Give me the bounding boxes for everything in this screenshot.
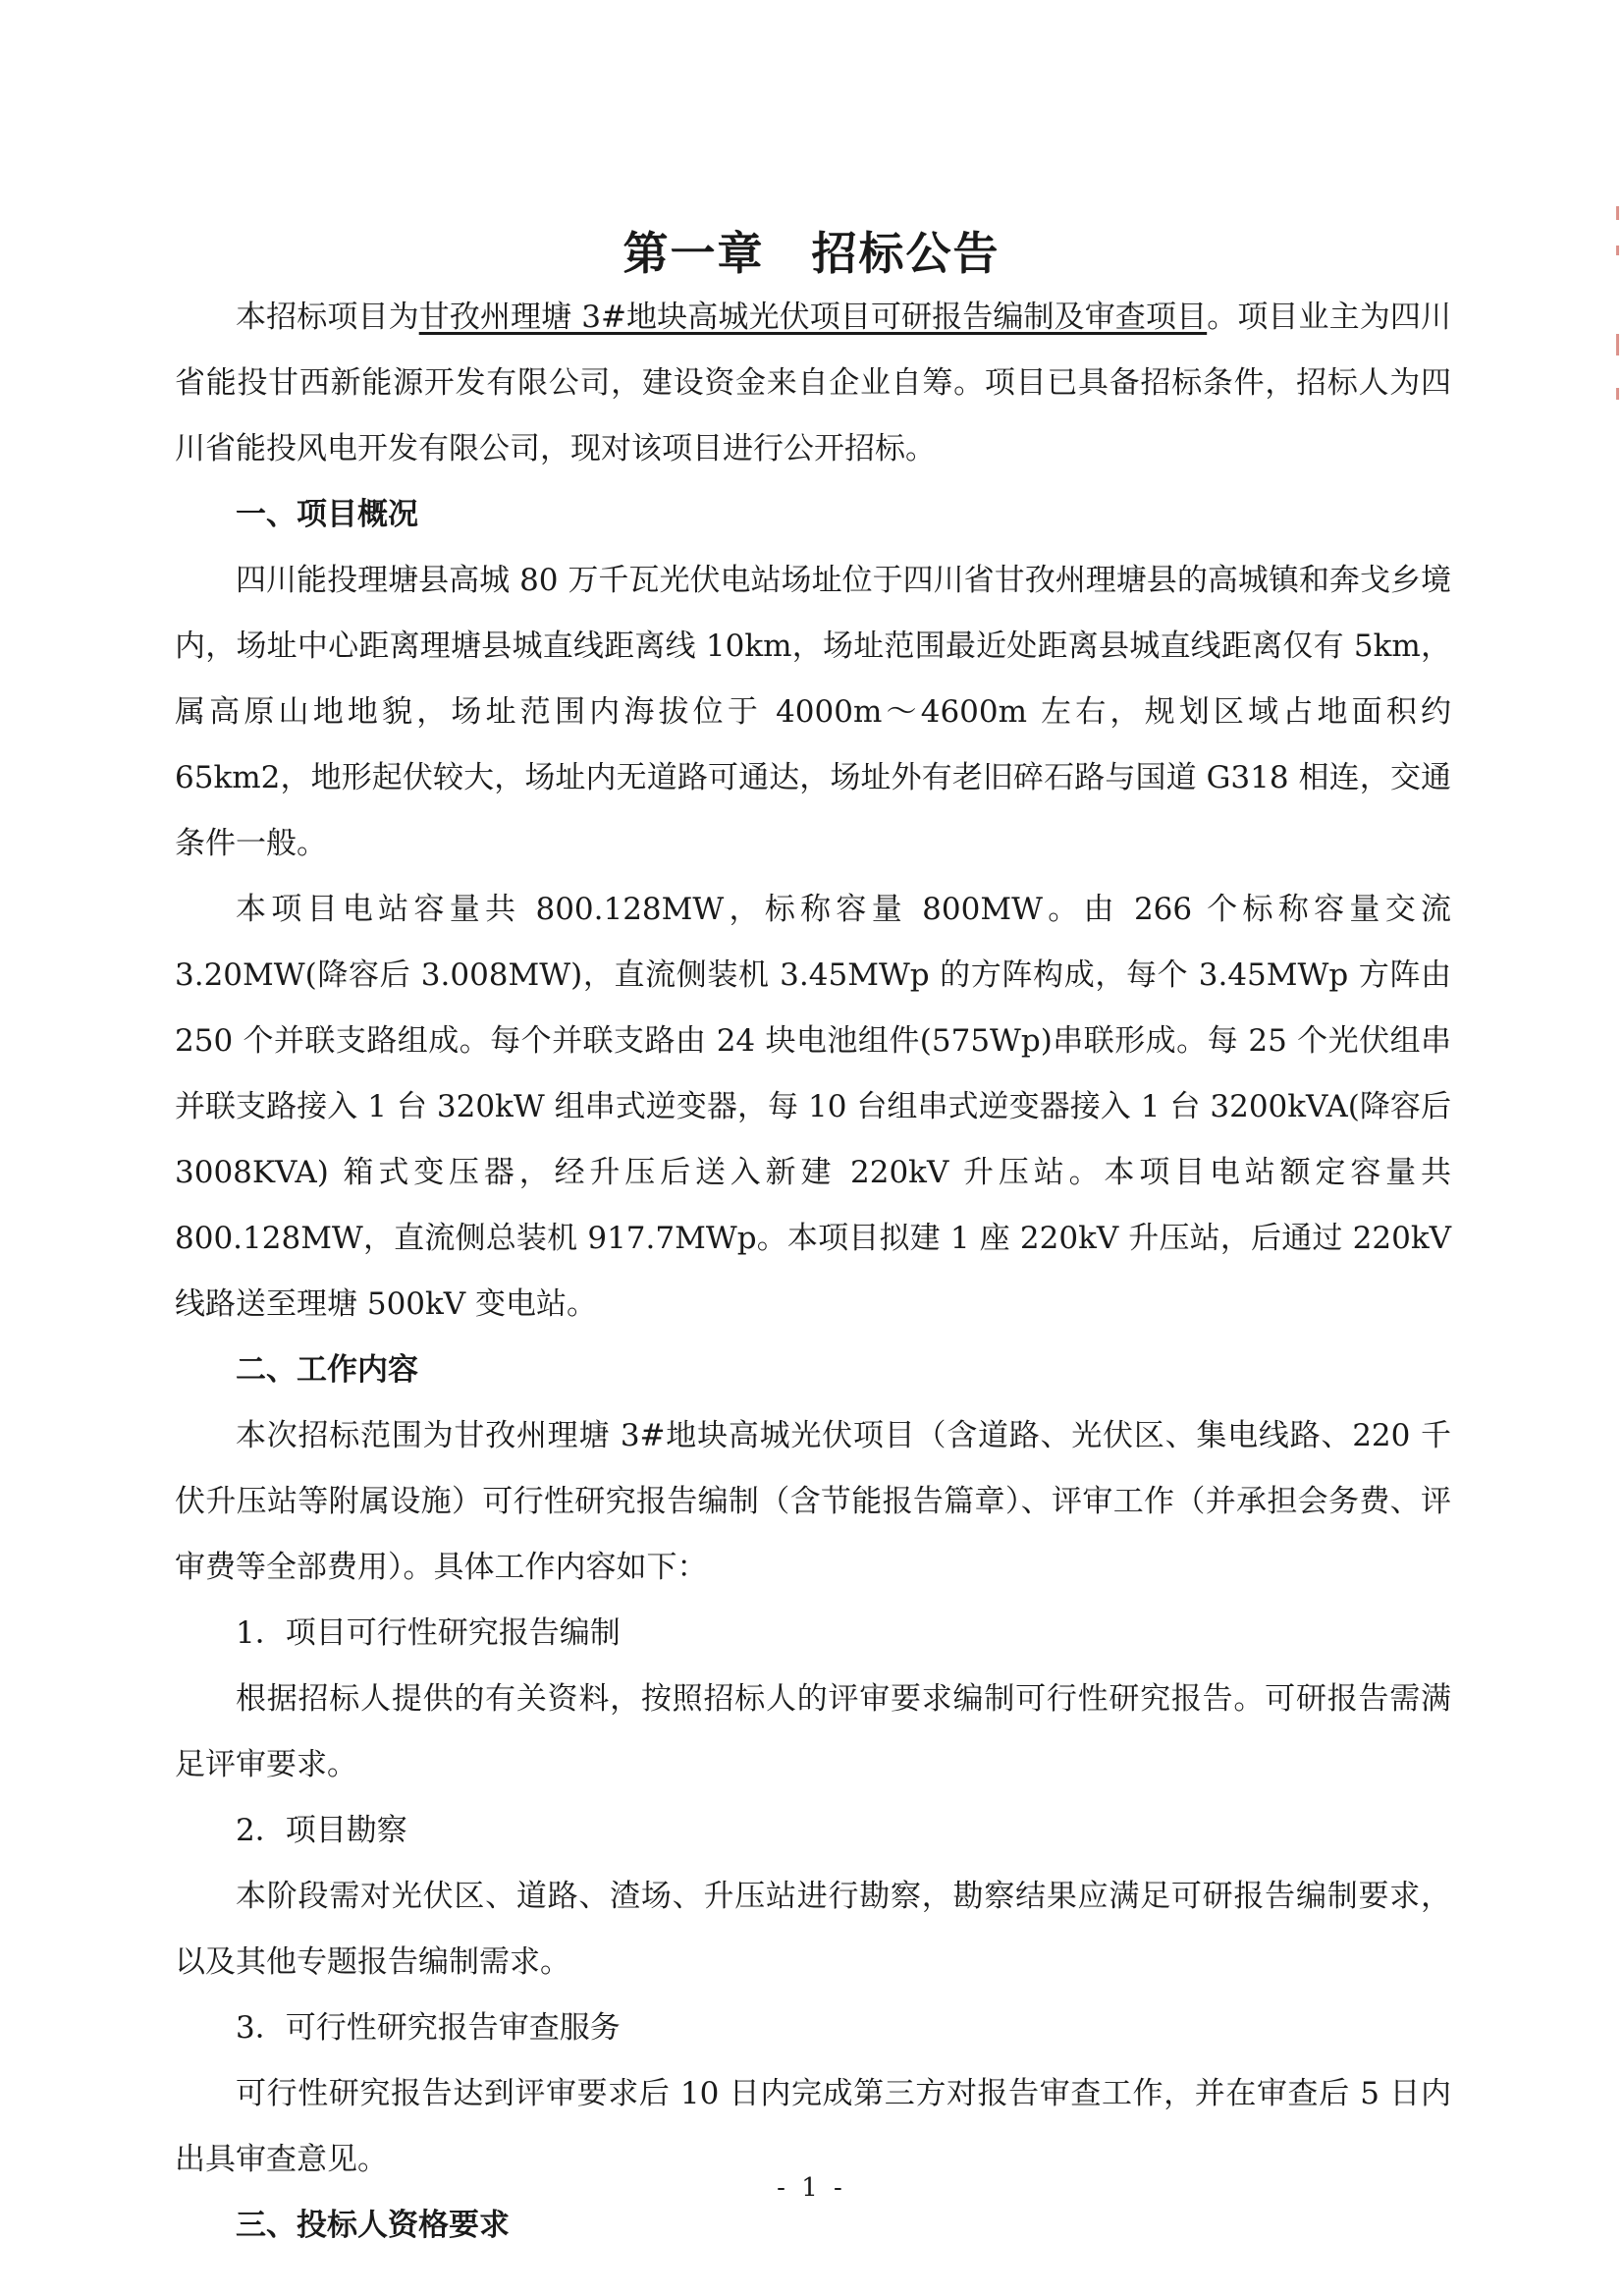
review-service-text: 可行性研究报告达到评审要求后 10 日内完成第三方对报告审查工作，并在审查后 5 日内出具审查意见。 — [175, 2076, 1451, 2177]
survey-text: 本阶段需对光伏区、道路、渣场、升压站进行勘察，勘察结果应满足可研报告编制要求，以及其他专题报告编制需求。 — [175, 1879, 1451, 1980]
subheading-feasibility-report: 1．项目可行性研究报告编制 — [236, 1615, 621, 1651]
scan-edge-mark — [1616, 334, 1619, 355]
intro-paragraph — [175, 285, 1451, 482]
intro-prefix: 本招标项目为 — [236, 300, 419, 335]
section-heading-bidder-qualification: 三、投标人资格要求 — [236, 2208, 510, 2243]
feasibility-report-text: 根据招标人提供的有关资料，按照招标人的评审要求编制可行性研究报告。可研报告需满足评审要求。 — [175, 1681, 1451, 1782]
overview-paragraph-capacity: 本项目电站容量共 800.128MW，标称容量 800MW。由 266 个标称容量交流 3.20MW(降容后 3.008MW)，直流侧装机 3.45MWp 的方阵构成，每个 3.45MWp 方阵由 250 个并联支路组成。每个并联支路由 24 块电池组件(575Wp)串联形成。每 25 个光伏组串并联支路接入 1 台 320kW 组串式逆变器，每 10 台组串式逆变器接入 1 台 3200kVA(降容后 3008KVA) 箱式变压器，经升压后送入新建 220kV 升压站。本项目电站额定容量共 800.128MW，直流侧总装机 917.7MWp。本项目拟建 1 座 220kV 升压站，后通过 220kV 线路送至理塘 500kV 变电站。 — [175, 892, 1451, 1322]
section-heading-work-content: 二、工作内容 — [236, 1352, 418, 1388]
project-name: 甘孜州理塘 3#地块高城光伏项目可研报告编制及审查项目 — [418, 300, 1208, 335]
section-heading-overview: 一、项目概况 — [236, 497, 418, 532]
document-body — [175, 285, 1451, 2259]
work-content-paragraph: 本次招标范围为甘孜州理塘 3#地块高城光伏项目（含道路、光伏区、集电线路、220 千伏升压站等附属设施）可行性研究报告编制（含节能报告篇章）、评审工作（并承担会务费、评审费等全部费用）。具体工作内容如下： — [175, 1418, 1451, 1585]
page-number: - 1 - — [777, 2173, 846, 2203]
chapter-title: 第一章 招标公告 — [622, 227, 1001, 280]
scan-edge-mark — [1616, 388, 1619, 400]
scan-edge-mark — [1616, 246, 1619, 255]
intro-suffix: 。项目业主为四川省能投甘西新能源开发有限公司，建设资金来自企业自筹。项目已具备招标条件，招标人为四川省能投风电开发有限公司，现对该项目进行公开招标。 — [175, 300, 1451, 466]
subheading-review-service: 3．可行性研究报告审查服务 — [236, 2010, 621, 2046]
overview-paragraph-site: 四川能投理塘县高城 80 万千瓦光伏电站场址位于四川省甘孜州理塘县的高城镇和奔戈乡境内，场址中心距离理塘县城直线距离线 10km，场址范围最近处距离县城直线距离仅有 5km，属高原山地地貌，场址范围内海拔位于 4000m～4600m 左右，规划区域占地面积约 65km2，地形起伏较大，场址内无道路可通达，场址外有老旧碎石路与国道 G318 相连，交通条件一般。 — [175, 563, 1451, 861]
subheading-survey: 2．项目勘察 — [236, 1813, 407, 1848]
scan-edge-mark — [1616, 206, 1619, 220]
